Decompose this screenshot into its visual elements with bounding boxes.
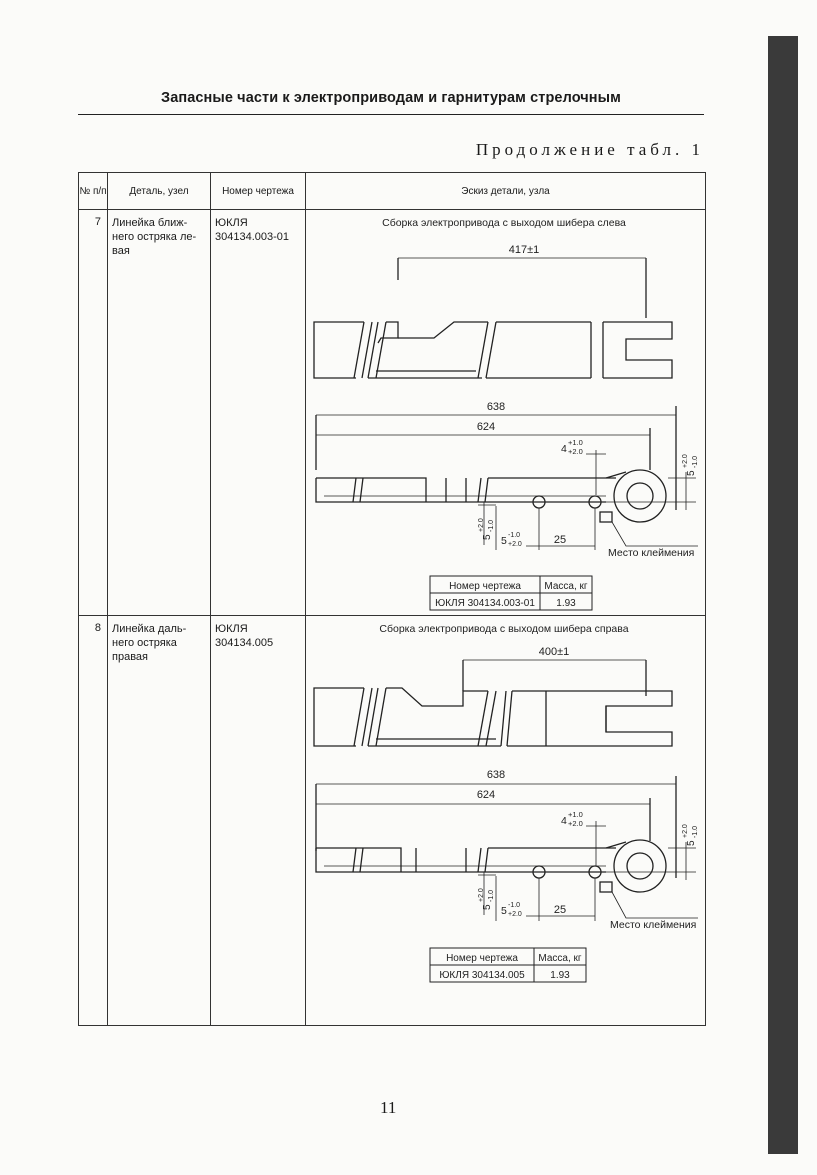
info-mass: 1.93 bbox=[556, 598, 576, 609]
tol-a-upper: +1.0 bbox=[568, 438, 583, 447]
dim-inner: 624 bbox=[476, 789, 496, 801]
drawing-number-line: 304134.005 bbox=[215, 637, 274, 649]
tol-b: 5 bbox=[501, 905, 507, 917]
tol-a-lower: +2.0 bbox=[568, 447, 583, 456]
tol-b-upper: -1.0 bbox=[508, 532, 521, 539]
part-name-line: Линейка даль- bbox=[112, 623, 187, 635]
table-row bbox=[79, 210, 706, 616]
tol-v-right: 5 bbox=[686, 840, 697, 846]
tol-v-right-upper: +2.0 bbox=[682, 454, 689, 468]
info-drawing-number: ЮКЛЯ 304134.005 bbox=[439, 970, 525, 981]
part-sketch-right bbox=[306, 616, 706, 1021]
tol-v-right-lower: -1.0 bbox=[692, 455, 699, 468]
dim-inner: 624 bbox=[476, 421, 496, 433]
stamp-label: Место клеймения bbox=[608, 547, 695, 559]
sketch-cell bbox=[306, 210, 706, 616]
dim-small: 25 bbox=[553, 534, 567, 546]
drawing-number bbox=[211, 210, 306, 616]
tol-v-right: 5 bbox=[686, 470, 697, 476]
tol-a: 4 bbox=[561, 815, 567, 827]
tol-v-left-lower: -1.0 bbox=[488, 889, 495, 902]
tol-a-upper: +1.0 bbox=[568, 810, 583, 819]
header-rule bbox=[78, 114, 704, 115]
dim-top: 400±1 bbox=[538, 646, 570, 658]
row-number: 8 bbox=[79, 616, 108, 1026]
part-name-line: него остряка bbox=[112, 637, 177, 649]
tol-v-right-upper: +2.0 bbox=[682, 824, 689, 838]
table-header-row bbox=[79, 173, 706, 210]
part-name-line: него остряка ле- bbox=[112, 231, 197, 243]
tol-a: 4 bbox=[561, 443, 567, 455]
table-row bbox=[79, 616, 706, 1026]
sketch-title: Сборка электропривода с выходом шибера справа bbox=[379, 623, 629, 635]
col-header-drawing: Номер чертежа bbox=[211, 173, 306, 210]
drawing-number-line: ЮКЛЯ bbox=[215, 217, 248, 229]
info-header-drawing: Номер чертежа bbox=[446, 953, 518, 964]
col-header-part: Деталь, узел bbox=[108, 173, 211, 210]
row-number: 7 bbox=[79, 210, 108, 616]
tol-v-left: 5 bbox=[482, 904, 493, 910]
col-header-number: № п/п bbox=[79, 173, 108, 210]
part-name bbox=[108, 210, 211, 616]
info-header-drawing: Номер чертежа bbox=[449, 581, 521, 592]
part-name bbox=[108, 616, 211, 1026]
tol-b-lower: +2.0 bbox=[508, 911, 522, 918]
drawing-number bbox=[211, 616, 306, 1026]
page-header: Запасные части к электроприводам и гарнитурам стрелочным bbox=[161, 90, 621, 106]
dim-small: 25 bbox=[553, 904, 567, 916]
drawing-number-line: 304134.003-01 bbox=[215, 231, 290, 243]
spare-parts-table bbox=[78, 172, 706, 1026]
tol-b-lower: +2.0 bbox=[508, 541, 522, 548]
tol-v-left-upper: +2.0 bbox=[478, 888, 485, 902]
page-number: 11 bbox=[380, 1098, 397, 1117]
drawing-number-line: ЮКЛЯ bbox=[215, 623, 248, 635]
dim-overall: 638 bbox=[486, 401, 506, 413]
part-sketch-left bbox=[306, 210, 706, 615]
tol-v-left-lower: -1.0 bbox=[488, 519, 495, 532]
info-mass: 1.93 bbox=[550, 970, 570, 981]
stamp-label: Место клеймения bbox=[610, 919, 697, 931]
dim-overall: 638 bbox=[486, 769, 506, 781]
page-edge-shadow bbox=[768, 36, 798, 1154]
tol-v-left-upper: +2.0 bbox=[478, 518, 485, 532]
dim-top: 417±1 bbox=[508, 244, 540, 256]
tol-a-lower: +2.0 bbox=[568, 819, 583, 828]
info-header-mass: Масса, кг bbox=[538, 953, 582, 964]
sketch-cell bbox=[306, 616, 706, 1026]
tol-b-upper: -1.0 bbox=[508, 902, 521, 909]
tol-b: 5 bbox=[501, 535, 507, 547]
col-header-sketch: Эскиз детали, узла bbox=[306, 173, 706, 210]
part-name-line: вая bbox=[112, 245, 130, 257]
tol-v-right-lower: -1.0 bbox=[692, 825, 699, 838]
info-header-mass: Масса, кг bbox=[544, 581, 588, 592]
sketch-title: Сборка электропривода с выходом шибера слева bbox=[382, 217, 626, 229]
part-name-line: правая bbox=[112, 651, 148, 663]
part-name-line: Линейка ближ- bbox=[112, 217, 188, 229]
info-drawing-number: ЮКЛЯ 304134.003-01 bbox=[435, 598, 535, 609]
table-continuation-label: Продолжение табл. 1 bbox=[475, 140, 704, 159]
tol-v-left: 5 bbox=[482, 534, 493, 540]
